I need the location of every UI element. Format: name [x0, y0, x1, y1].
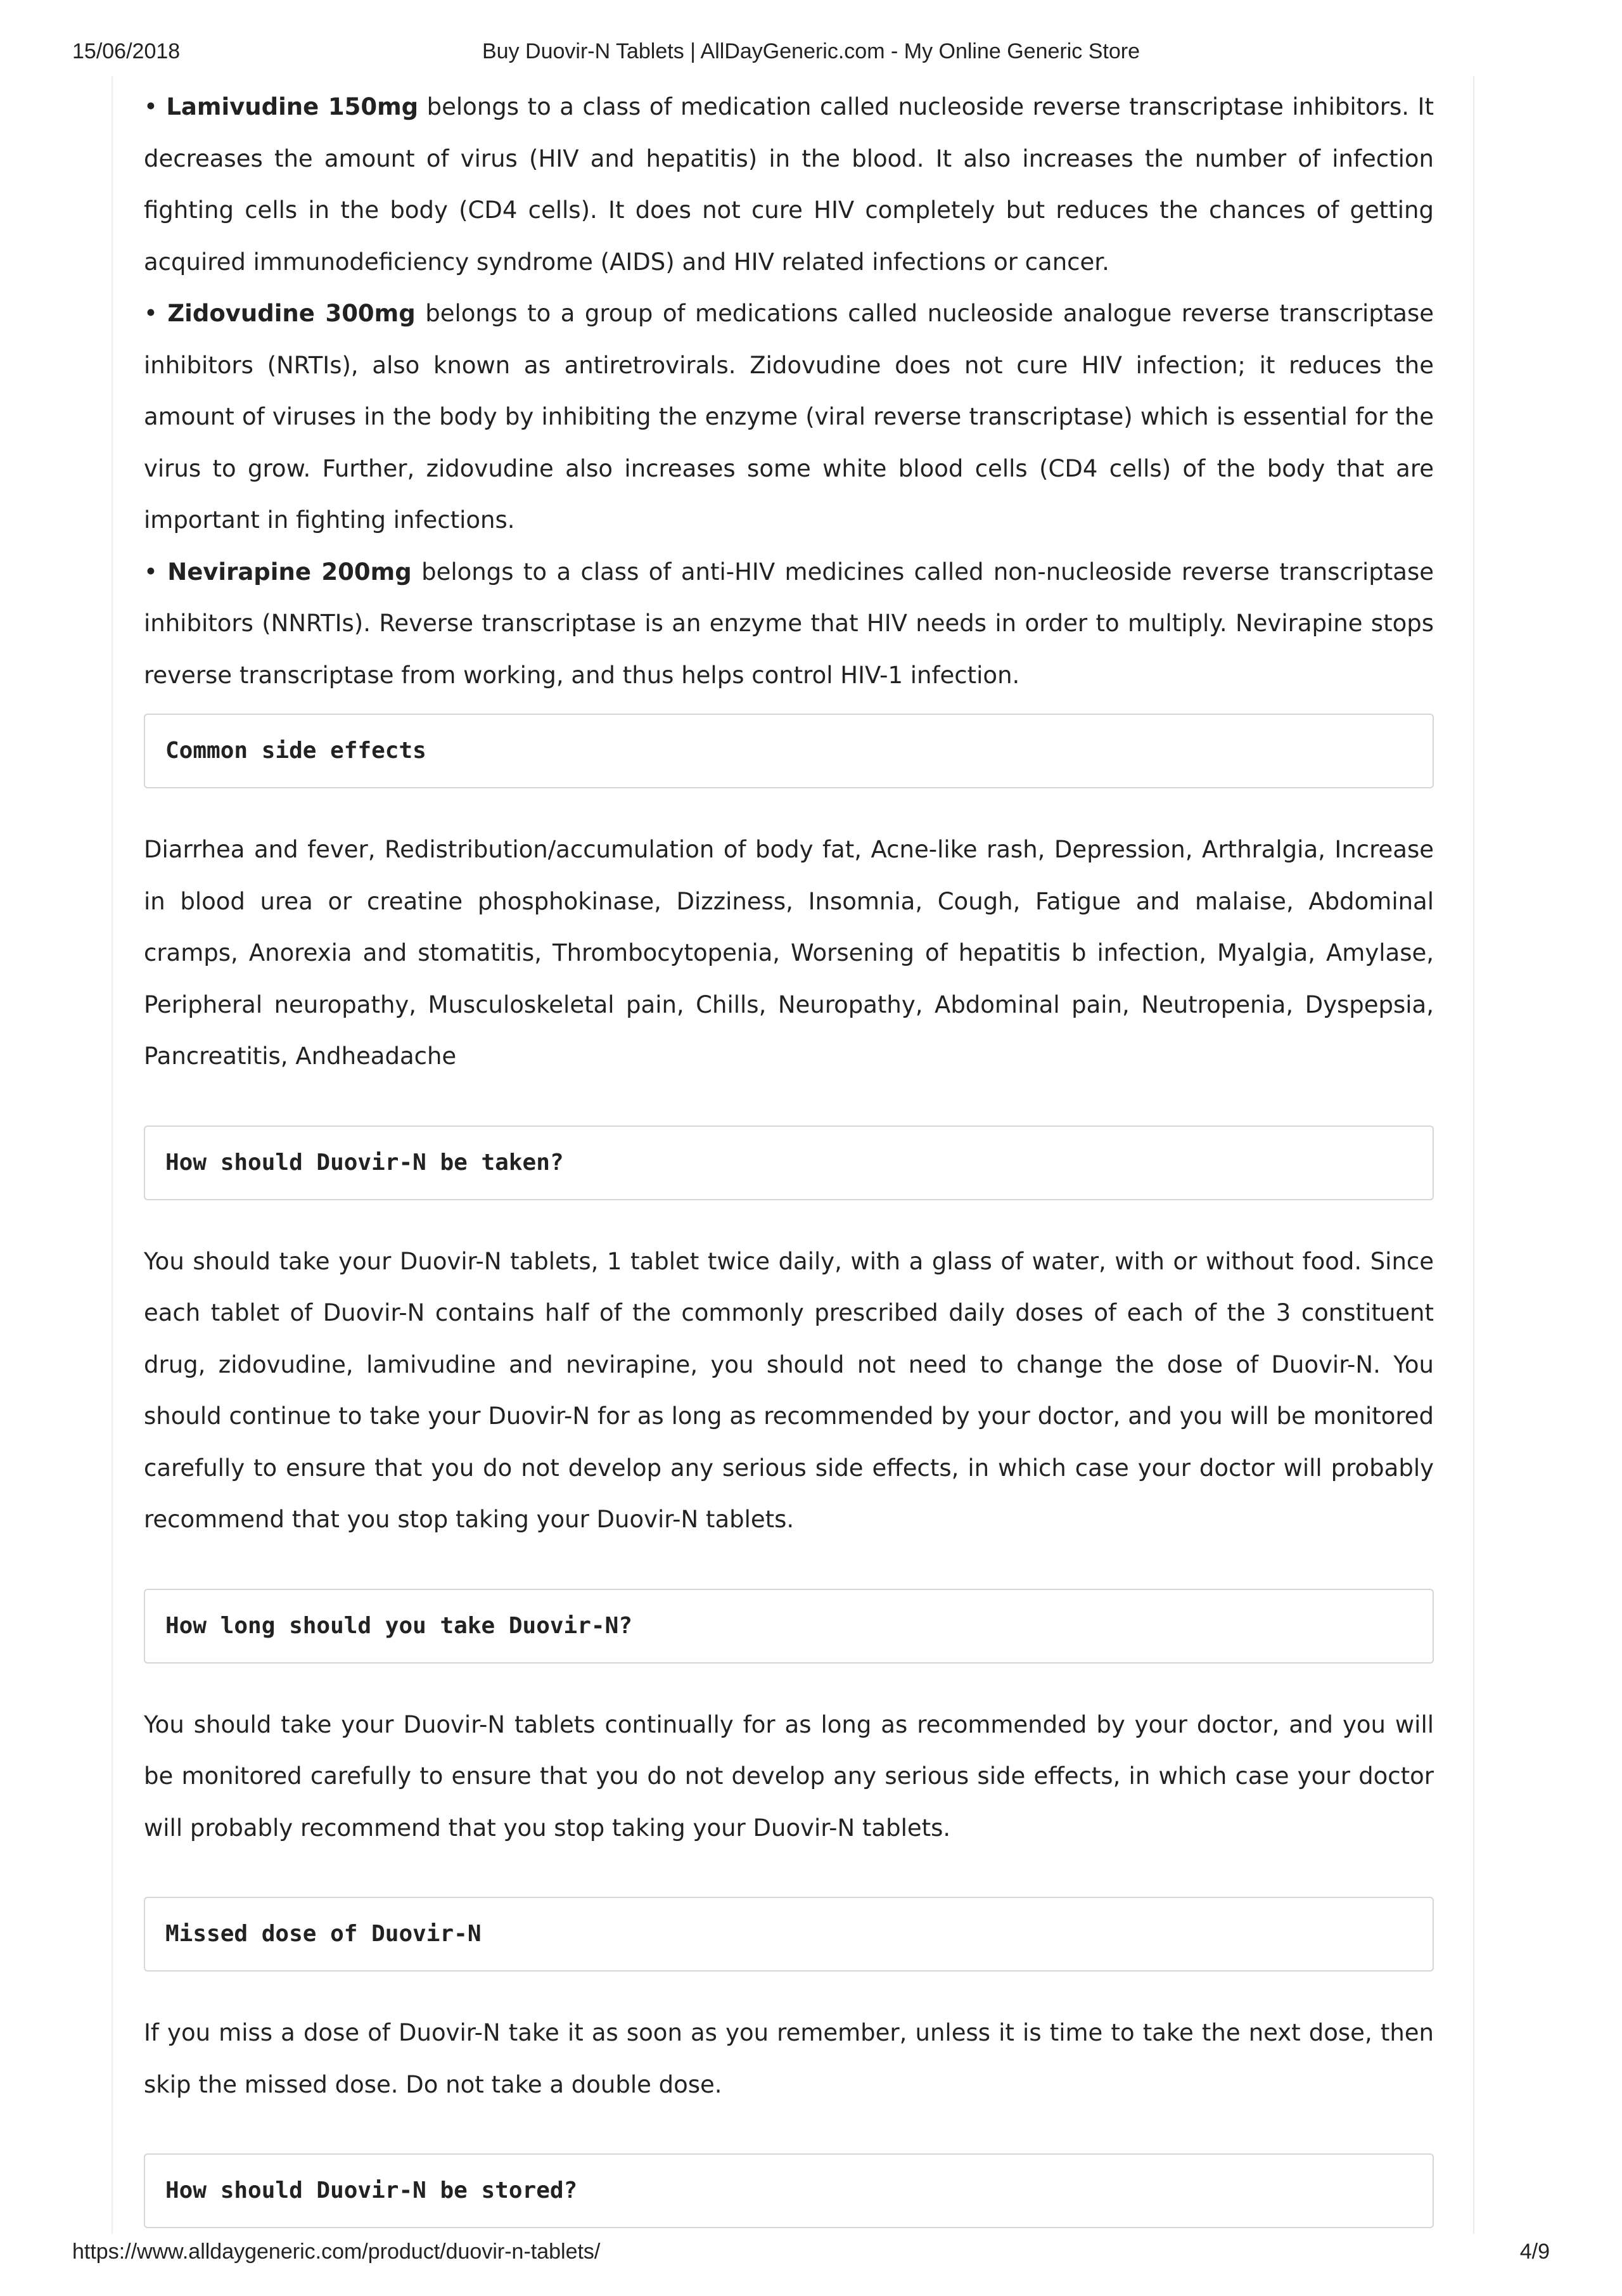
bullet-icon: • [144, 300, 158, 327]
bullet-icon: • [144, 93, 158, 120]
section-heading-label: Common side effects [165, 738, 426, 764]
ingredient-description: belongs to a class of medication called nucleoside reverse transcriptase inhibitors. It decreases the amount of virus (HIV and hepatitis) in the blood. It also increases the number of infection fighting cells in the body (CD4 cells). It does not cure HIV completely but reduces the chances of getting acquired immunodeficiency syndrome (AIDS) and HIV related infections or cancer. [144, 93, 1434, 276]
ingredient-lamivudine [144, 81, 1434, 288]
print-footer [72, 2236, 1550, 2274]
how-taken-heading[interactable] [144, 1126, 1434, 1200]
side-effects-text: Diarrhea and fever, Redistribution/accumulation of body fat, Acne-like rash, Depression, Arthralgia, Increase in blood urea or creatine phosphokinase, Dizziness, Insomnia, Cough, Fatigue and malaise, Abdominal cramps, Anorexia and stomatitis, Thrombocytopenia, Worsening of hepatitis b infection, Myalgia, Amylase, Peripheral neuropathy, Musculoskeletal pain, Chills, Neuropathy, Abdominal pain, Neutropenia, Dyspepsia, Pancreatitis, Andheadache [144, 836, 1434, 1070]
missed-dose-text: If you miss a dose of Duovir-N take it as soon as you remember, unless it is time to take the next dose, then skip the missed dose. Do not take a double dose. [144, 2019, 1434, 2098]
ingredient-name: Zidovudine 300mg [167, 300, 416, 327]
ingredient-zidovudine [144, 288, 1434, 546]
section-heading-label: How should Duovir-N be stored? [165, 2177, 578, 2204]
how-taken-text: You should take your Duovir-N tablets, 1 tablet twice daily, with a glass of water, with or without food. Since each tablet of Duovir-N contains half of the commonly prescribed daily doses of each of the 3 constituent drug, zidovudine, lamivudine and nevirapine, you should not need to change the dose of Duovir-N. You should continue to take your Duovir-N for as long as recommended by your doctor, and you will be monitored carefully to ensure that you do not develop any serious side effects, in which case your doctor will probably recommend that you stop taking your Duovir-N tablets. [144, 1247, 1434, 1533]
storage-heading[interactable] [144, 2153, 1434, 2228]
print-header [72, 35, 1550, 74]
ingredient-description: belongs to a group of medications called nucleoside analogue reverse transcriptase inhibitors (NRTIs), also known as antiretrovirals. Zidovudine does not cure HIV infection; it reduces the amount of viruses in the body by inhibiting the enzyme (viral reverse transcriptase) which is essential for the virus to grow. Further, zidovudine also increases some white blood cells (CD4 cells) of the body that are important in fighting infections. [144, 300, 1434, 534]
section-heading-label: How should Duovir-N be taken? [165, 1149, 564, 1176]
ingredient-name: Lamivudine 150mg [166, 93, 419, 120]
page-number: 4/9 [1519, 2240, 1550, 2264]
bullet-icon: • [144, 558, 158, 586]
print-date: 15/06/2018 [72, 39, 181, 63]
side-effects-heading[interactable] [144, 714, 1434, 788]
product-description [144, 81, 1434, 2228]
page-title: Buy Duovir-N Tablets | AllDayGeneric.com - My Online Generic Store [482, 39, 1140, 63]
section-heading-label: Missed dose of Duovir-N [165, 1921, 482, 1947]
page-url: https://www.alldaygeneric.com/product/duovir-n-tablets/ [72, 2240, 601, 2264]
ingredient-name: Nevirapine 200mg [167, 558, 412, 586]
section-heading-label: How long should you take Duovir-N? [165, 1612, 632, 1639]
ingredient-description: belongs to a class of anti-HIV medicines called non-nucleoside reverse transcriptase inhibitors (NNRTIs). Reverse transcriptase is an enzyme that HIV needs in order to multiply. Nevirapine stops reverse transcriptase from working, and thus helps control HIV-1 infection. [144, 558, 1434, 689]
ingredient-nevirapine [144, 546, 1434, 702]
how-long-text: You should take your Duovir-N tablets continually for as long as recommended by your doctor, and you will be monitored carefully to ensure that you do not develop any serious side effects, in which case your doctor will probably recommend that you stop taking your Duovir-N tablets. [144, 1710, 1434, 1842]
how-long-heading[interactable] [144, 1589, 1434, 1664]
missed-dose-heading[interactable] [144, 1897, 1434, 1972]
